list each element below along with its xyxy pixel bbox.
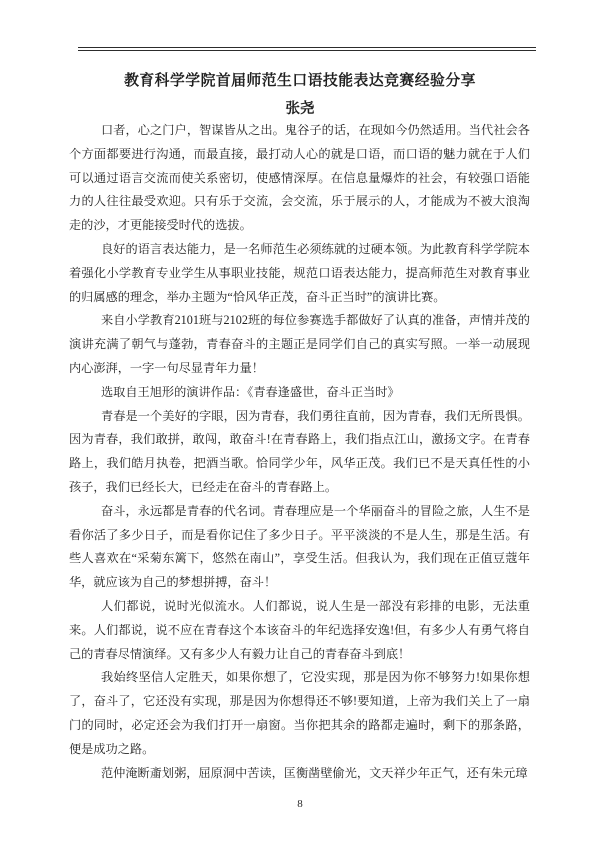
author-name: 张尧	[285, 101, 315, 117]
header-rule	[78, 47, 536, 51]
page-number: 8	[297, 798, 303, 810]
document-body	[69, 119, 530, 785]
document-title: 教育科学学院首届师范生口语技能表达竞赛经验分享	[124, 73, 476, 89]
paragraph: 奋斗，永远都是青春的代名词。青春理应是一个华丽奋斗的冒险之旅，人生不是看你活了多少日子，而是看你记住了多少日子。平平淡淡的不是人生，那是生活。有些人喜欢在“采菊东篱下，悠然在南山”，享受生活。但我认为，我们现在正值豆蔻年华，就应该为自己的梦想拼搏，奋斗！	[69, 503, 530, 590]
paragraph: 我始终坚信人定胜天，如果你想了，它没实现，那是因为你不够努力!如果你想了，奋斗了，它还没有实现，那是因为你想得还不够!要知道，上帝为我们关上了一扇门的同时，必定还会为我们打开一扇窗。当你把其余的路都走遍时，剩下的那条路，便是成功之路。	[69, 670, 530, 756]
paragraph: 人们都说，说时光似流水。人们都说，说人生是一部没有彩排的电影，无法重来。人们都说，说不应在青春这个本该奋斗的年纪选择安逸!但，有多少人有勇气将自己的青春尽情演绎。又有多少人有毅力让自己的青春奋斗到底！	[69, 598, 530, 661]
paragraph: 口者，心之门户，智谋皆从之出。鬼谷子的话，在现如今仍然适用。当代社会各个方面都要进行沟通，而最直接，最打动人心的就是口语，而口语的魅力就在于人们可以通过语言交流而使关系密切，使感情深厚。在信息量爆炸的社会，有较强口语能力的人往往最受欢迎。只有乐于交流，会交流，乐于展示的人，才能成为不被大浪淘走的沙，才更能接受时代的选拔。	[69, 123, 530, 233]
paragraph: 来自小学教育2101班与2102班的每位参赛选手都做好了认真的准备，声情并茂的演讲充满了朝气与蓬勃，青春奋斗的主题正是同学们自己的真实写照。一举一动展现内心澎湃，一字一句尽显青年力量！	[69, 313, 530, 375]
paragraph: 范仲淹断齑划粥，屈原洞中苦读，匡衡凿壁偷光，文天祥少年正气，还有朱元璋	[101, 765, 528, 780]
paragraph: 青春是一个美好的字眼，因为青春，我们勇往直前，因为青春，我们无所畏惧。因为青春，我们敢拼，敢闯，敢奋斗!在青春路上，我们指点江山，激扬文字。在青春路上，我们皓月执卷，把酒当歌。恰同学少年，风华正茂。我们已不是天真任性的小孩子，我们已经长大，已经走在奋斗的青春路上。	[69, 408, 530, 494]
paragraph: 选取自王旭形的演讲作品：《青春逢盛世，奋斗正当时》	[101, 384, 400, 399]
paragraph: 良好的语言表达能力，是一名师范生必须练就的过硬本领。为此教育科学学院本着强化小学教育专业学生从事职业技能，规范口语表达能力，提高师范生对教育事业的归属感的理念，举办主题为“恰风华正茂，奋斗正当时”的演讲比赛。	[69, 241, 530, 304]
